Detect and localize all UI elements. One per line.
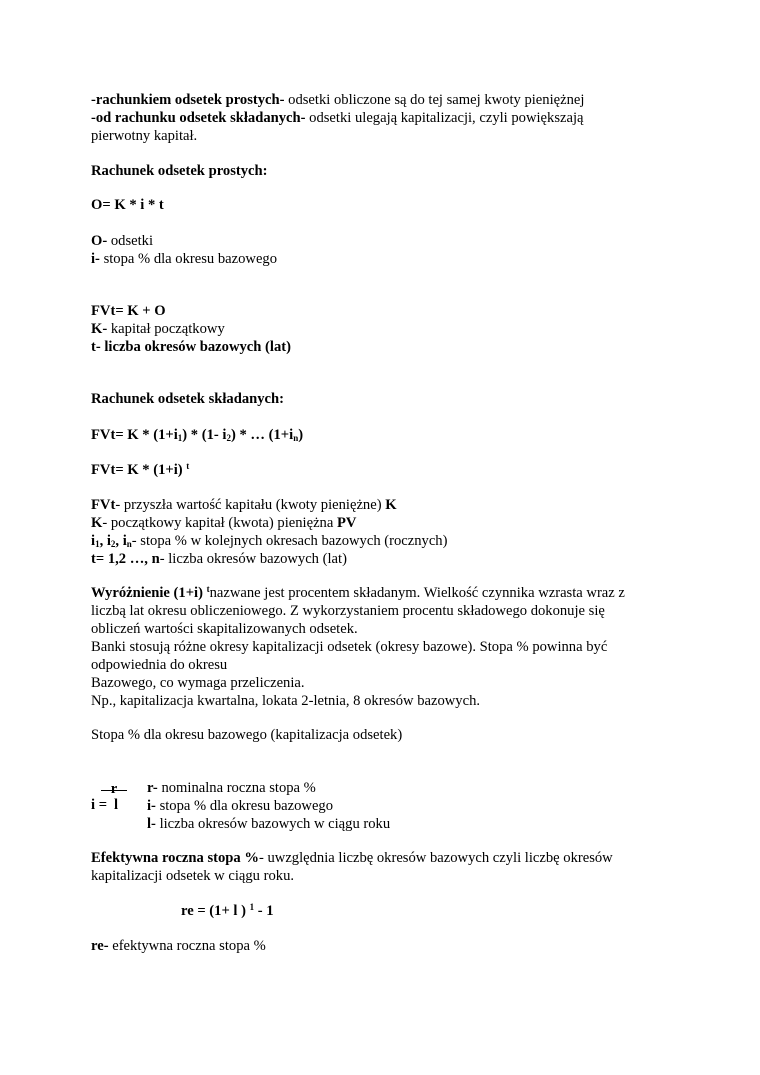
base-rate-title: Stopa % dla okresu bazowego (kapitalizacja odsetek) [91,727,403,743]
fraction-lhs: i = [91,797,108,813]
def-l: l- liczba okresów bazowych w ciągu roku [147,816,391,832]
fv-simple-formula: FVt= K + O [91,303,166,319]
compound-formula-1: $FVt= K * (1+i_1) * (1-$ $i_2$) * … $(1+i_n)$ [91,427,304,443]
note-line-5: odpowiednia do okresu [91,657,228,673]
fraction-denominator: l [114,797,119,813]
simple-interest-term: -rachunkiem odsetek prostych- [91,92,285,108]
compound-formula-2: FVt= K * (1+i) $^t$ [91,461,190,478]
fraction-bar [101,790,127,791]
effective-rate-line-1: Efektywna roczna stopa %- uwzględnia liczbę okresów bazowych czyli liczbę okresów [91,850,613,866]
def-r: r- nominalna roczna stopa % [147,780,316,796]
intro-compound-line-2: pierwotny kapitał. [91,128,198,144]
note-line-7: Np., kapitalizacja kwartalna, lokata 2-letnia, 8 okresów bazowych. [91,693,481,709]
note-line-3: obliczeń wartości skapitalizowanych odsetek. [91,621,358,637]
compound-heading: Rachunek odsetek składanych: [91,391,285,407]
def-k-compound: K- początkowy kapitał (kwota) pieniężna PV [91,515,357,531]
intro-compound-line: -od rachunku odsetek składanych- odsetki ulegają kapitalizacji, czyli powiększają [91,110,584,126]
def-k: K- kapitał początkowy [91,321,225,337]
def-t: t- liczba okresów bazowych (lat) [91,339,291,355]
def-o: O- odsetki [91,233,154,249]
note-line-4: Banki stosują różne okresy kapitalizacji odsetek (okresy bazowe). Stopa % powinna być [91,639,608,655]
def-i: i- stopa % dla okresu bazowego [91,251,278,267]
note-line-2: liczbą lat okresu obliczeniowego. Z wykorzystaniem procentu składowego dokonuje się [91,603,605,619]
def-re: re- efektywna roczna stopa % [91,938,266,954]
def-i-base: i- stopa % dla okresu bazowego [147,798,334,814]
fraction-numerator: r [110,781,118,797]
compound-interest-term: -od rachunku odsetek składanych- [91,110,306,126]
note-line-1: Wyróżnienie (1+i) $^t$nazwane jest procentem składanym. Wielkość czynnika wzrasta wraz z [91,584,625,601]
simple-heading: Rachunek odsetek prostych: [91,163,268,179]
def-fvt: FVt- przyszła wartość kapitału (kwoty pieniężne) K [91,497,397,513]
note-line-6: Bazowego, co wymaga przeliczenia. [91,675,305,691]
def-t-compound: t= 1,2 …, n- liczba okresów bazowych (lat) [91,551,347,567]
intro-simple-line: -rachunkiem odsetek prostych- odsetki obliczone są do tej samej kwoty pieniężnej [91,92,585,108]
effective-rate-formula: re = (1+ l ) $^1$ - 1 [181,902,274,919]
def-i-series: $i_1$, $i_2$, $i_n-$ stopa % w kolejnych okresach bazowych (rocznych) [91,533,448,549]
simple-formula: O= K * i * t [91,197,164,213]
effective-rate-line-2: kapitalizacji odsetek w ciągu roku. [91,868,295,884]
